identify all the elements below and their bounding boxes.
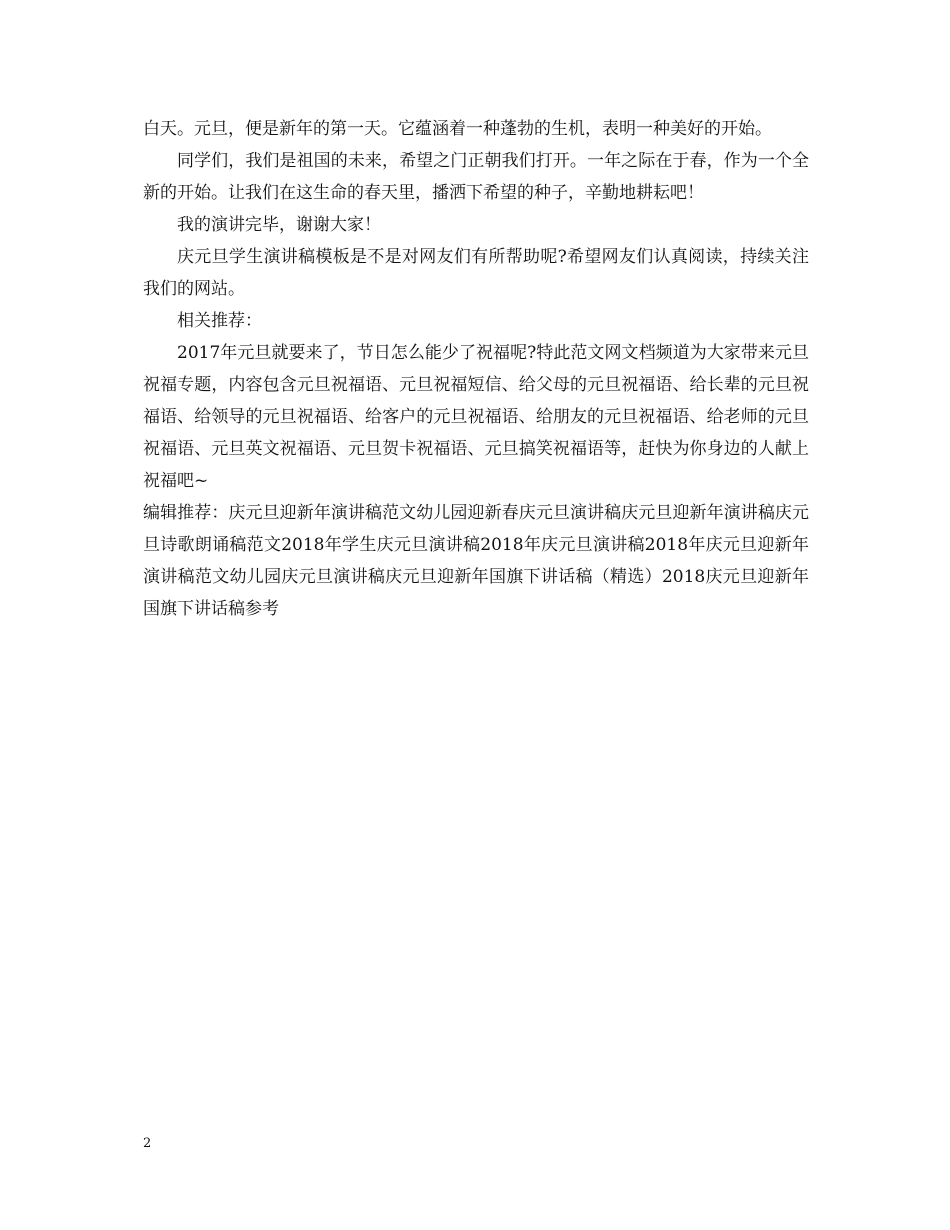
paragraph-speech-end: 我的演讲完毕，谢谢大家！: [177, 215, 381, 235]
paragraph-students-future: 同学们，我们是祖国的未来，希望之门正朝我们打开。一年之际在于春，作为一个全新的开始。让我们在这生命的春天里，播洒下希望的种子，辛勤地耕耘吧！: [143, 151, 809, 203]
paragraph-editor-recommendations: 编辑推荐：庆元旦迎新年演讲稿范文幼儿园迎新春庆元旦演讲稿庆元旦迎新年演讲稿庆元旦诗歌朗诵稿范文2018年学生庆元旦演讲稿2018年庆元旦演讲稿2018年庆元旦迎新年演讲稿范文幼儿园庆元旦演讲稿庆元旦迎新年国旗下讲话稿（精选）2018庆元旦迎新年国旗下讲话稿参考: [143, 503, 809, 619]
page-number: 2: [143, 1136, 152, 1151]
paragraph-related-content: 2017年元旦就要来了，节日怎么能少了祝福呢?特此范文网文档频道为大家带来元旦祝福专题，内容包含元旦祝福语、元旦祝福短信、给父母的元旦祝福语、给长辈的元旦祝福语、给领导的元旦祝福语、给客户的元旦祝福语、给朋友的元旦祝福语、给老师的元旦祝福语、元旦英文祝福语、元旦贺卡祝福语、元旦搞笑祝福语等，赶快为你身边的人献上祝福吧~: [143, 343, 809, 491]
document-body: [143, 113, 809, 625]
paragraph-template-note: 庆元旦学生演讲稿模板是不是对网友们有所帮助呢?希望网友们认真阅读，持续关注我们的网站。: [143, 247, 809, 299]
paragraph-related-heading: 相关推荐：: [177, 311, 262, 331]
paragraph-intro-ending: 白天。元旦，便是新年的第一天。它蕴涵着一种蓬勃的生机，表明一种美好的开始。: [143, 119, 772, 139]
